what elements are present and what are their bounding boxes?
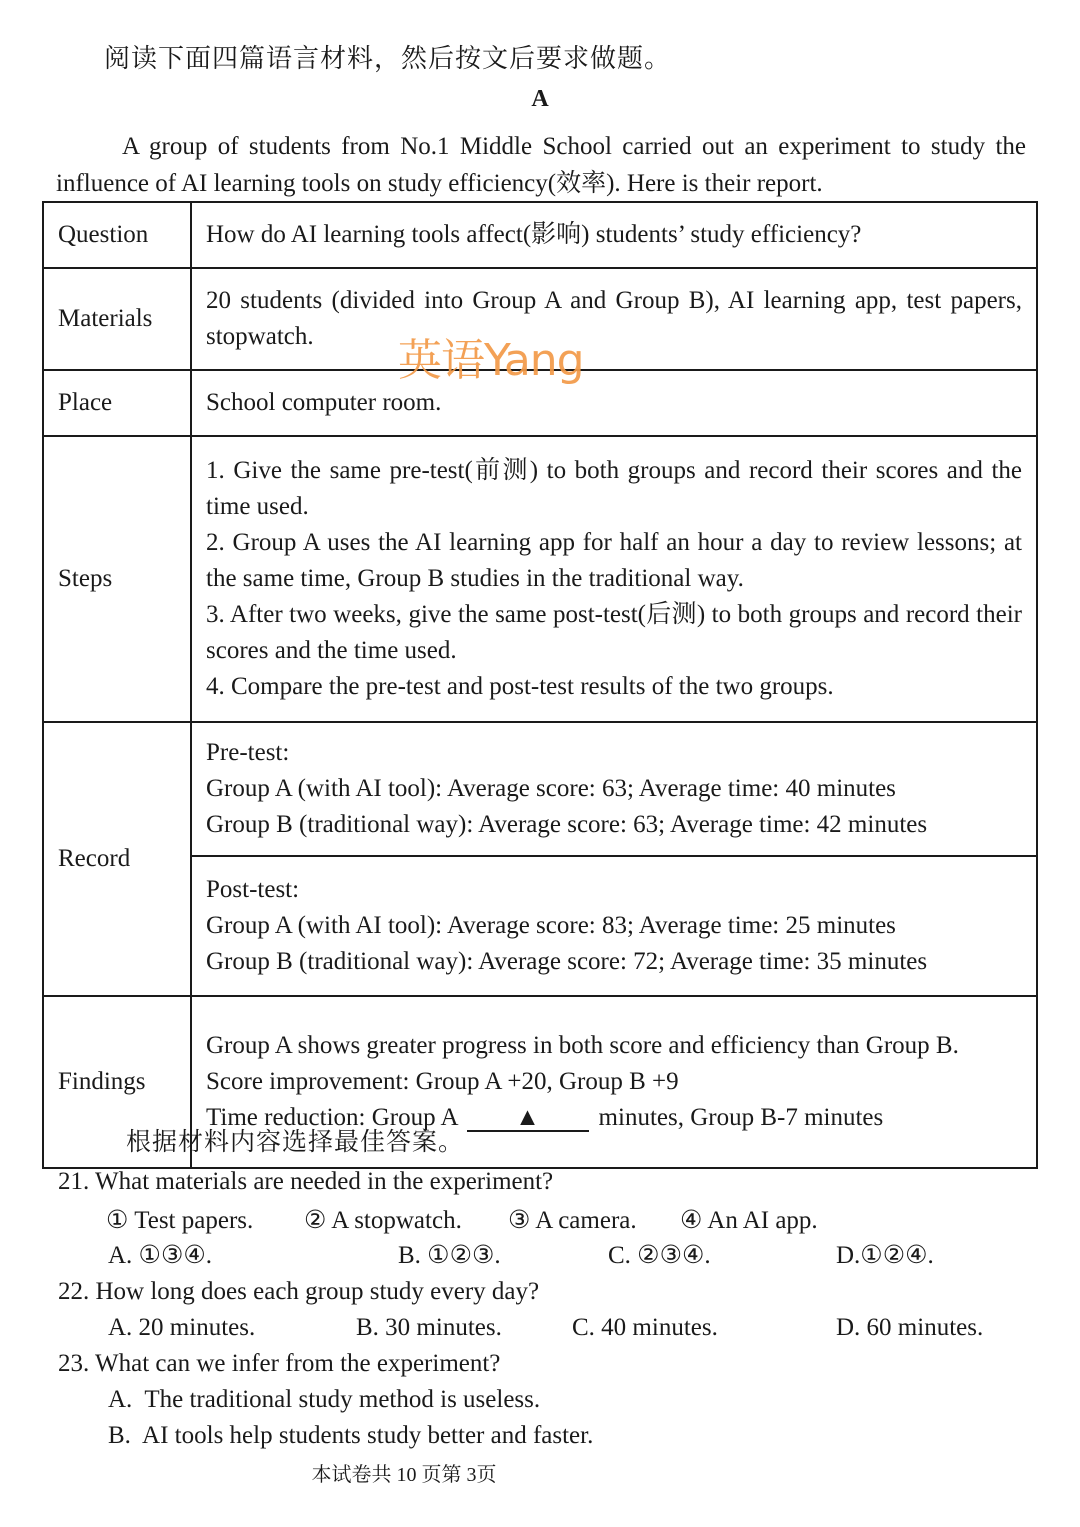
step-item: 3. After two weeks, give the same post-test(后测) to both groups and record their scores and the time used.	[206, 601, 1022, 664]
answer-blank	[467, 1106, 589, 1132]
record-label: Record	[43, 722, 191, 996]
record-row-post	[43, 856, 1037, 996]
watermark: 英语Yang	[398, 335, 584, 386]
materials-text: 20 students (divided into Group A and Group B), AI learning app, test papers, stopwatch.	[191, 268, 1037, 370]
sub-instruction: 根据材料内容选择最佳答案。	[126, 1129, 465, 1156]
q22-option-b[interactable]: B. 30 minutes.	[356, 1314, 502, 1341]
pre-test-heading: Pre-test:	[206, 739, 290, 766]
q23-option-a[interactable]: A. The traditional study method is useless.	[108, 1386, 541, 1413]
steps-content	[191, 436, 1037, 722]
q21-option-d[interactable]: D.①②④.	[836, 1242, 934, 1269]
step-item: 2. Group A uses the AI learning app for half an hour a day to review lessons; at the same time, Group B studies in the traditional way.	[206, 529, 1022, 592]
step-item: 4. Compare the pre-test and post-test results of the two groups.	[206, 673, 834, 700]
instruction: 阅读下面四篇语言材料，然后按文后要求做题。	[104, 44, 672, 73]
post-test-line: Group A (with AI tool): Average score: 83; Average time: 25 minutes	[206, 912, 896, 939]
time-reduction-prefix: Time reduction: Group A	[206, 1104, 459, 1131]
q22-option-c[interactable]: C. 40 minutes.	[572, 1314, 718, 1341]
question-21-stem: 21. What materials are needed in the experiment?	[58, 1168, 554, 1195]
question-row	[43, 202, 1037, 268]
q22-option-a[interactable]: A. 20 minutes.	[108, 1314, 256, 1341]
post-test-line: Group B (traditional way): Average score: 72; Average time: 35 minutes	[206, 948, 928, 975]
q21-item: ① Test papers.	[106, 1207, 254, 1234]
q21-item: ③ A camera.	[508, 1207, 637, 1234]
pre-test-content	[191, 722, 1037, 856]
findings-line: Score improvement: Group A +20, Group B +9	[206, 1068, 679, 1095]
triangle-icon: ▲	[515, 1104, 540, 1131]
pre-test-line: Group B (traditional way): Average score: 63; Average time: 42 minutes	[206, 811, 928, 838]
q21-option-a[interactable]: A. ①③④.	[108, 1242, 213, 1269]
question-22-stem: 22. How long does each group study every day?	[58, 1278, 540, 1305]
intro-paragraph: A group of students from No.1 Middle School carried out an experiment to study the influence of AI learning tools on study efficiency(效率). Here is their report.	[56, 133, 1026, 197]
steps-label: Steps	[43, 436, 191, 722]
step-item: 1. Give the same pre-test(前测) to both groups and record their scores and the time used.	[206, 457, 1022, 520]
question-text: How do AI learning tools affect(影响) students’ study efficiency?	[191, 202, 1037, 268]
question-23-stem: 23. What can we infer from the experiment?	[58, 1350, 501, 1377]
q21-item: ④ An AI app.	[680, 1207, 818, 1234]
post-test-content	[191, 856, 1037, 996]
q21-option-b[interactable]: B. ①②③.	[398, 1242, 501, 1269]
q21-option-c[interactable]: C. ②③④.	[608, 1242, 711, 1269]
pre-test-line: Group A (with AI tool): Average score: 63; Average time: 40 minutes	[206, 775, 896, 802]
page-footer: 本试卷共 10 页第 3页	[311, 1464, 497, 1486]
q23-option-b[interactable]: B. AI tools help students study better and faster.	[108, 1422, 594, 1449]
q22-option-d[interactable]: D. 60 minutes.	[836, 1314, 984, 1341]
q21-item: ② A stopwatch.	[304, 1207, 462, 1234]
section-letter: A	[531, 86, 549, 112]
place-label: Place	[43, 370, 191, 436]
time-reduction-suffix: minutes, Group B-7 minutes	[598, 1104, 884, 1131]
steps-row	[43, 436, 1037, 722]
findings-label: Findings	[43, 996, 191, 1168]
record-row-pre	[43, 722, 1037, 856]
post-test-heading: Post-test:	[206, 876, 300, 903]
findings-line: Group A shows greater progress in both score and efficiency than Group B.	[206, 1032, 959, 1059]
materials-label: Materials	[43, 268, 191, 370]
place-text: School computer room.	[191, 370, 1037, 436]
question-label: Question	[43, 202, 191, 268]
